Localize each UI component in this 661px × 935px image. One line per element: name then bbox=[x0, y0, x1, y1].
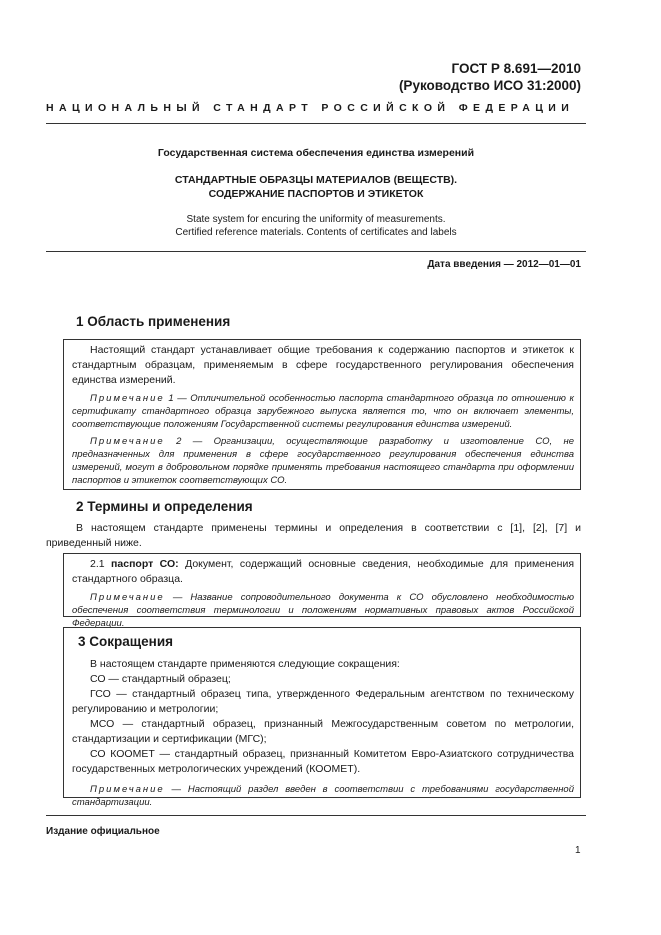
note-label: Примечание bbox=[90, 436, 165, 447]
english-title-line-1: State system for encuring the uniformity of measurements. bbox=[186, 214, 446, 225]
term-definition bbox=[72, 557, 574, 587]
header-rule bbox=[46, 123, 586, 124]
note-text: — Название сопроводительного документа к СО обусловлено необходимостью обеспечения соответствия терминологии и положениям нормативных правовых актов Российской Федерации. bbox=[72, 592, 574, 629]
section-1-text: Настоящий стандарт устанавливает общие требования к содержанию паспортов и этикеток к стандартным образцам, применяемым в сфере государственного регулирования обеспечения единства измерений. bbox=[72, 344, 574, 386]
note-text: — Настоящий раздел введен в соответствии с требованиями государственной стандартизации. bbox=[72, 784, 574, 808]
section-2-box bbox=[63, 553, 581, 629]
section-1-note-1 bbox=[72, 392, 574, 431]
term-name: паспорт СО: bbox=[111, 558, 179, 570]
section-2-note bbox=[72, 591, 574, 630]
national-standard-banner: НАЦИОНАЛЬНЫЙ СТАНДАРТ РОССИЙСКОЙ ФЕДЕРАЦИИ bbox=[46, 102, 575, 114]
term-text: Документ, содержащий основные сведения, необходимые для применения стандартного образца. bbox=[72, 558, 574, 585]
note-label: Примечание bbox=[90, 784, 165, 795]
page-number: 1 bbox=[575, 845, 581, 856]
english-title bbox=[46, 213, 586, 239]
official-edition: Издание официальное bbox=[46, 826, 160, 837]
title-line-2: СОДЕРЖАНИЕ ПАСПОРТОВ И ЭТИКЕТОК bbox=[208, 188, 424, 200]
section-1-heading: 1 Область применения bbox=[76, 314, 231, 329]
english-title-line-2: Certified reference materials. Contents of certificates and labels bbox=[175, 227, 457, 238]
date-rule bbox=[46, 251, 586, 252]
system-title: Государственная система обеспечения единства измерений bbox=[157, 147, 475, 159]
iso-reference: (Руководство ИСО 31:2000) bbox=[398, 78, 581, 93]
abbr-item: СО — стандартный образец; bbox=[90, 673, 231, 685]
note-label: Примечание bbox=[90, 393, 165, 404]
note-text: 2 — Организации, осуществляющие разработку и изготовление СО, не предназначенных для применения в сфере государственного регулирования обеспечения единства измерений, могут в добровольном порядке применять требования настоящего стандарта при оформлении паспортов и этикеток соответствующих СО. bbox=[72, 436, 574, 486]
section-3-box bbox=[63, 627, 581, 808]
introduction-date: Дата введения — 2012—01—01 bbox=[427, 259, 581, 270]
section-2-intro-wrap bbox=[46, 521, 581, 551]
abbr-item: МСО — стандартный образец, признанный Межгосударственным советом по метрологии, стандартизации и сертификации (МГС); bbox=[72, 718, 574, 745]
footer-rule bbox=[46, 815, 586, 816]
section-3-heading: 3 Сокращения bbox=[78, 634, 173, 649]
section-3-note bbox=[72, 783, 574, 809]
section-2-heading: 2 Термины и определения bbox=[76, 499, 253, 514]
document-header-code bbox=[399, 60, 581, 94]
note-text: 1 — Отличительной особенностью паспорта стандартного образца по отношению к сертификату стандартного образца зарубежного выпуска является то, что он включает элементы, соответствующие положениям Государственной системы регулирования единства измерений. bbox=[72, 393, 574, 430]
section-1-note-2 bbox=[72, 435, 574, 487]
standard-code: ГОСТ Р 8.691—2010 bbox=[451, 61, 581, 76]
section-1-box bbox=[63, 339, 581, 490]
note-label: Примечание bbox=[90, 592, 165, 603]
title-line-1: СТАНДАРТНЫЕ ОБРАЗЦЫ МАТЕРИАЛОВ (ВЕЩЕСТВ). bbox=[174, 174, 458, 186]
document-title bbox=[46, 173, 586, 201]
abbr-item: ГСО — стандартный образец типа, утвержденного Федеральным агентством по техническому регулированию и метрологии; bbox=[72, 688, 574, 715]
abbr-item: СО КООМЕТ — стандартный образец, признанный Комитетом Евро-Азиатского сотрудничества государственных метрологических учреждений (КООМЕТ). bbox=[72, 748, 574, 775]
term-number: 2.1 bbox=[90, 558, 112, 570]
section-3-intro: В настоящем стандарте применяются следующие сокращения: bbox=[90, 658, 400, 670]
section-2-intro: В настоящем стандарте применены термины и определения в соответствии с [1], [2], [7] и приведенный ниже. bbox=[46, 522, 581, 549]
